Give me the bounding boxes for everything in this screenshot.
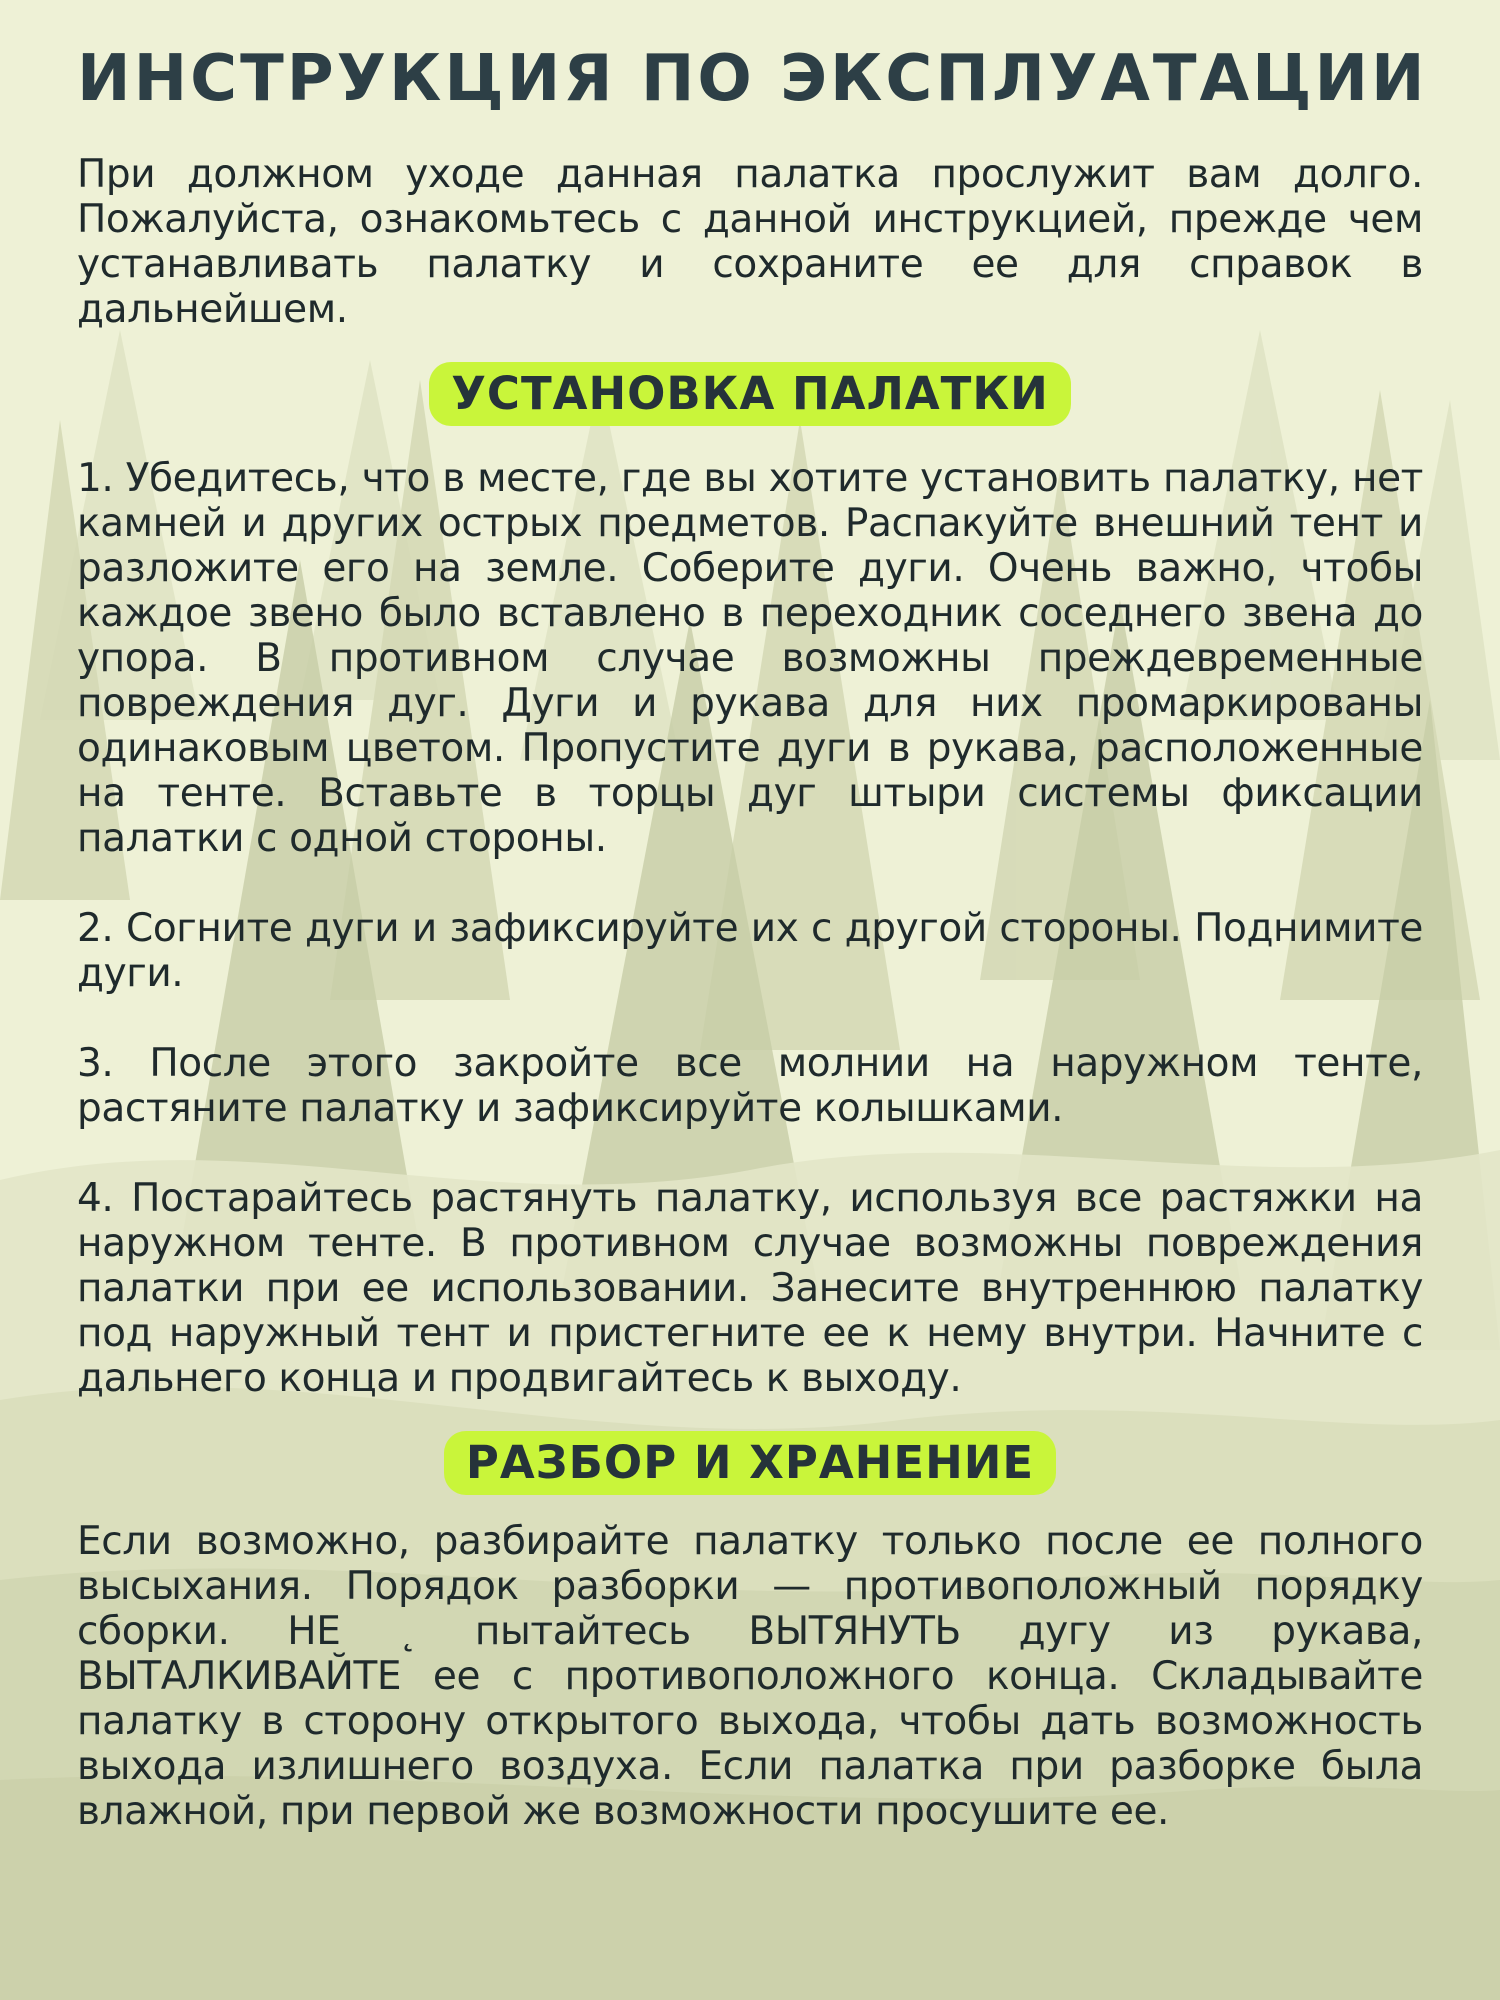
setup-step-4: 4. Постарайтесь растянуть палатку, используя все растяжки на наружном тенте. В противном случае возможны повреждения палатки при ее использовании. Занесите внутреннюю палатку под наружный тент и пристегните ее к нему внутри. Начните с дальнего конца и продвигайтесь к выходу. [77, 1176, 1423, 1401]
storage-heading-badge: РАЗБОР И ХРАНЕНИЕ [444, 1431, 1056, 1495]
storage-section-header [77, 1431, 1423, 1507]
setup-heading-badge: УСТАНОВКА ПАЛАТКИ [429, 362, 1071, 426]
setup-section-header [77, 362, 1423, 438]
page-title: ИНСТРУКЦИЯ ПО ЭКСПЛУАТАЦИИ [77, 42, 1428, 116]
setup-step-1: 1. Убедитесь, что в месте, где вы хотите установить палатку, нет камней и других острых предметов. Распакуйте внешний тент и разложите его на земле. Соберите дуги. Очень важно, чтобы каждое звено было вставлено в переходник соседнего звена до упора. В противном случае возможны преждевременные повреждения дуг. Дуги и рукава для них промаркированы одинаковым цветом. Пропустите дуги в рукава, расположенные на тенте. Вставьте в торцы дуг штыри системы фиксации палатки с одной стороны. [77, 456, 1423, 861]
setup-step-2: 2. Согните дуги и зафиксируйте их с другой стороны. Поднимите дуги. [77, 906, 1423, 996]
intro-paragraph: При должном уходе данная палатка прослужит вам долго. Пожалуйста, ознакомьтесь с данной инструкцией, прежде чем устанавливать палатку и сохраните ее для справок в дальнейшем. [77, 152, 1423, 332]
storage-paragraph: Если возможно, разбирайте палатку только после ее полного высыхания. Порядок разборки — противоположный порядку сборки. НЕ ˛ пытайтесь ВЫТЯНУТЬ дугу из рукава, ВЫТАЛКИВАЙТЕ ее с противоположного конца. Складывайте палатку в сторону открытого выхода, чтобы дать возможность выхода излишнего воздуха. Если палатка при разборке была влажной, при первой же возможности просушите ее. [77, 1519, 1423, 1834]
setup-step-3: 3. После этого закройте все молнии на наружном тенте, растяните палатку и зафиксируйте колышками. [77, 1041, 1423, 1131]
